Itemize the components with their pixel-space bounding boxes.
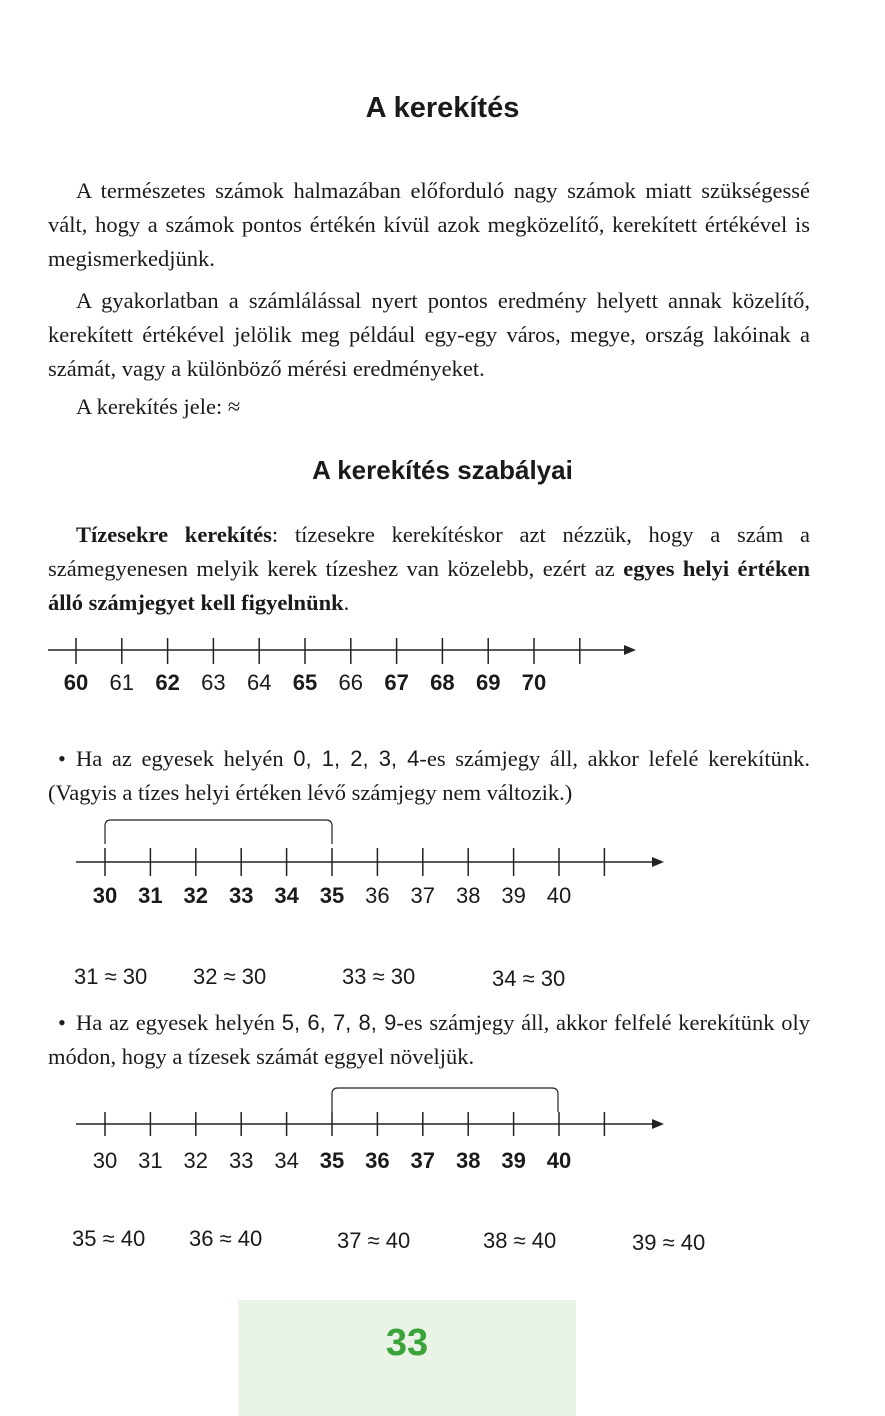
bullet-icon: • [58,1010,66,1035]
number-line-label: 30 [92,1148,118,1173]
number-line-label: 70 [521,670,547,695]
number-line-label: 40 [546,883,572,908]
number-line-label: 37 [410,1148,436,1173]
down-rule-digits: 0, 1, 2, 3, 4 [293,746,420,771]
number-line-label: 35 [319,1148,345,1173]
rule-emphasis: egyes helyi értéken álló számjegyet kell figyelnünk [48,556,811,615]
number-line-label: 67 [384,670,409,695]
number-line-label: 35 [319,883,345,908]
rounding-symbol-line [48,390,810,424]
number-line-label: 62 [155,670,180,695]
up-rule-b: -es számjegy áll, akkor felfelé kerekítünk oly módon, hogy a tízesek számát eggyel növeljük. [48,1010,810,1069]
number-line-label: 36 [365,1148,390,1173]
intro-p2-text: A gyakorlatban a számlálással nyert pontos eredmény helyett annak közelítő, kerekített értékével jelölik meg például egy-egy város, megye, ország lakóinak a számát, vagy a különböző mérési eredményeket. [48,288,810,381]
up-example: 35 ≈ 40 [72,1226,146,1251]
rule-term: Tízesekre kerekítés [76,522,272,547]
number-line-label: 32 [183,883,209,908]
up-rule-digits: 5, 6, 7, 8, 9 [281,1010,397,1035]
intro-paragraph-1 [48,174,810,276]
intro-p3-text: A kerekítés jele: ≈ [76,394,241,419]
round-up-rule [48,1006,810,1074]
number-line-label: 36 [365,883,390,908]
intro-p1-text: A természetes számok halmazában előforduló nagy számok miatt szükségessé vált, hogy a számok pontos értékén kívül azok megközelítő, kerekített értékével is megismerkedjünk. [48,178,810,271]
round-down-rule [48,742,810,810]
up-example: 37 ≈ 40 [337,1228,411,1253]
up-example: 38 ≈ 40 [483,1228,557,1253]
number-line-label: 64 [246,670,272,695]
bullet-icon: • [58,746,66,771]
number-line-label: 34 [274,1148,299,1173]
number-line-label: 33 [228,1148,254,1173]
down-rule-b: -es számjegy áll, akkor lefelé kerekítünk. (Vagyis a tízes helyi értéken lévő számjegy nem változik.) [48,746,811,805]
number-line-label: 63 [201,670,226,695]
number-line-label: 39 [501,883,526,908]
down-example: 32 ≈ 30 [193,964,267,989]
number-line-label: 31 [138,1148,163,1173]
up-example: 39 ≈ 40 [632,1230,706,1255]
rule-end: . [343,590,350,615]
number-line-label: 66 [338,670,364,695]
page-number: 33 [385,1322,429,1364]
number-line-label: 68 [430,670,455,695]
number-line-label: 38 [455,1148,481,1173]
up-rule-a: Ha az egyesek helyén [76,1010,282,1035]
number-line-label: 40 [546,1148,572,1173]
section-title: A kerekítés szabályai [312,455,573,485]
rule-paragraph [48,518,810,620]
number-line-label: 69 [475,670,501,695]
number-line-label: 31 [138,883,163,908]
number-line-label: 39 [501,1148,526,1173]
range-bracket-up [332,1088,558,1112]
number-line-label: 32 [183,1148,209,1173]
number-line-3 [0,1076,885,1186]
number-line-label: 60 [63,670,89,695]
number-line-2 [0,810,885,920]
number-line-label: 65 [292,670,318,695]
number-line-label: 37 [410,883,436,908]
down-example: 33 ≈ 30 [342,964,416,989]
down-example: 34 ≈ 30 [492,966,566,991]
number-line-label: 30 [92,883,118,908]
number-line-label: 38 [455,883,481,908]
page-title: A kerekítés [365,92,520,124]
number-line-label: 34 [274,883,299,908]
number-line-1 [0,628,885,708]
intro-paragraph-2 [48,284,810,386]
range-bracket-down [105,820,332,844]
number-line-label: 61 [109,670,135,695]
number-line-label: 33 [228,883,254,908]
down-rule-a: Ha az egyesek helyén [76,746,294,771]
up-example: 36 ≈ 40 [189,1226,263,1251]
rule-text: : tízesekre kerekítéskor azt nézzük, hogy a szám a számegyenesen melyik kerek tízeshez van közelebb, ezért az [48,522,810,581]
down-example: 31 ≈ 30 [74,964,148,989]
